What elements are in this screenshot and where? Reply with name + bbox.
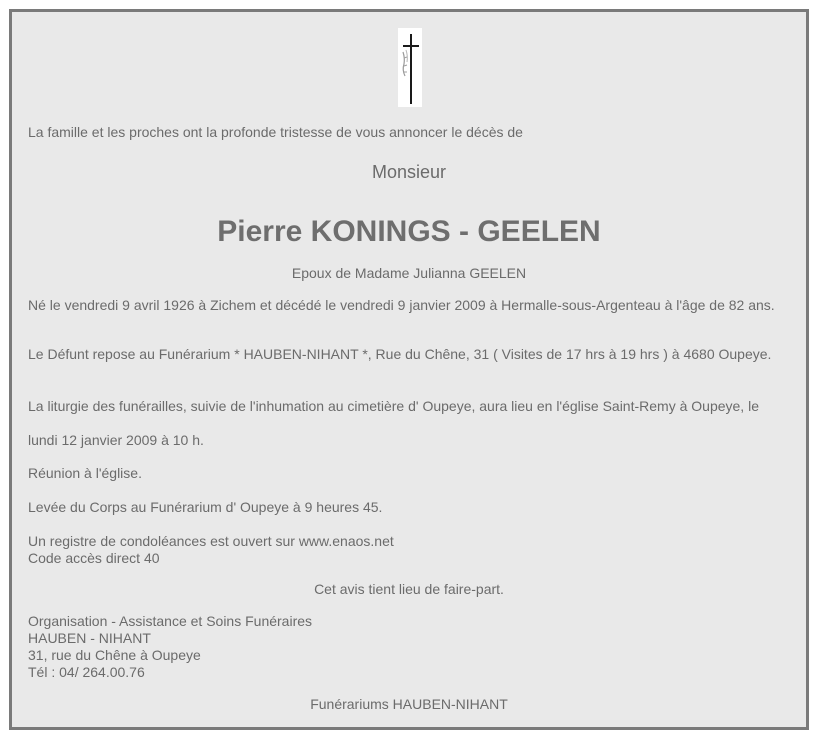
cross-icon — [398, 28, 422, 107]
cross-emblem — [398, 28, 422, 107]
notice-text: Cet avis tient lieu de faire-part. — [314, 581, 504, 597]
rests-text: Le Défunt repose au Funérarium * HAUBEN-NIHANT *, Rue du Chêne, 31 ( Visites de 17 hrs à 19 hrs ) à 4680 Oupeye. — [28, 346, 772, 362]
org-line-2: HAUBEN - NIHANT — [28, 630, 151, 646]
levee-text: Levée du Corps au Funérarium d' Oupeye à 9 heures 45. — [28, 499, 383, 515]
liturgy-date: lundi 12 janvier 2009 à 10 h. — [28, 432, 204, 448]
footer-text: Funérariums HAUBEN-NIHANT — [310, 696, 508, 712]
spouse-text: Epoux de Madame Julianna GEELEN — [291, 265, 527, 281]
org-line-3: 31, rue du Chêne à Oupeye — [28, 647, 201, 663]
salutation: Monsieur — [371, 162, 447, 182]
org-line-4: Tél : 04/ 264.00.76 — [28, 664, 145, 680]
org-line-1: Organisation - Assistance et Soins Funéraires — [28, 613, 313, 629]
register-code: Code accès direct 40 — [28, 550, 160, 566]
deceased-name: Pierre KONINGS - GEELEN — [217, 215, 601, 248]
register-text: Un registre de condoléances est ouvert sur www.enaos.net — [28, 533, 394, 549]
meeting-text: Réunion à l'église. — [28, 465, 142, 481]
intro-text: La famille et les proches ont la profonde tristesse de vous annoncer le décès de — [28, 124, 523, 140]
birth-death-text: Né le vendredi 9 avril 1926 à Zichem et décédé le vendredi 9 janvier 2009 à Hermalle-sous-Argenteau à l'âge de 82 ans. — [28, 297, 775, 313]
obituary-card — [9, 9, 809, 730]
liturgy-text: La liturgie des funérailles, suivie de l'inhumation au cimetière d' Oupeye, aura lieu en l'église Saint-Remy à Oupeye, le — [28, 398, 759, 414]
